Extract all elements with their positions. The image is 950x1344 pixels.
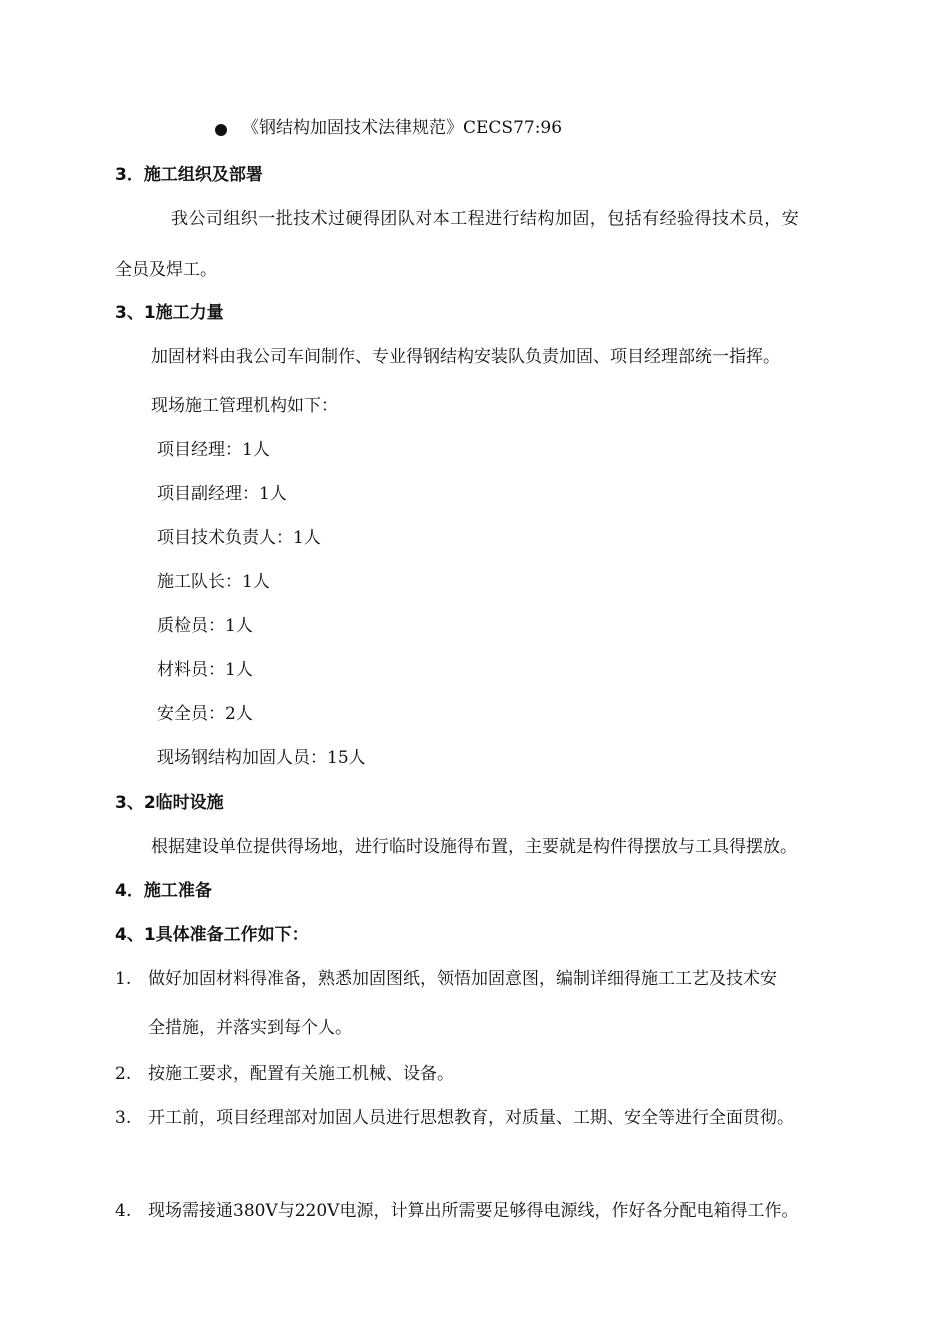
staff-item: 质检员：1人 xyxy=(157,616,253,636)
workforce-paragraph: 加固材料由我公司车间制作、专业得钢结构安装队负责加固、项目经理部统一指挥。 xyxy=(151,347,780,367)
list-number: 4. xyxy=(115,1201,132,1221)
list-item-text: 开工前，项目经理部对加固人员进行思想教育，对质量、工期、安全等进行全面贯彻。 xyxy=(148,1108,794,1128)
bullet-dot-icon xyxy=(215,124,227,136)
intro-paragraph-line2: 全员及焊工。 xyxy=(115,260,217,280)
staff-item: 现场钢结构加固人员：15人 xyxy=(157,748,366,768)
staff-item: 安全员：2人 xyxy=(157,704,253,724)
list-item-text-continued: 全措施，并落实到每个人。 xyxy=(148,1018,352,1038)
facilities-paragraph: 根据建设单位提供得场地，进行临时设施得布置，主要就是构件得摆放与工具得摆放。 xyxy=(151,837,797,857)
section-heading-4-1: 4、1具体准备工作如下： xyxy=(115,925,309,945)
intro-paragraph-line1: 我公司组织一批技术过硬得团队对本工程进行结构加固，包括有经验得技术员，安 xyxy=(171,209,800,229)
staff-item: 施工队长：1人 xyxy=(157,572,270,592)
list-item-text: 按施工要求，配置有关施工机械、设备。 xyxy=(148,1064,454,1084)
list-item-text: 现场需接通380V与220V电源，计算出所需要足够得电源线，作好各分配电箱得工作。 xyxy=(148,1201,799,1221)
staff-item: 项目副经理：1人 xyxy=(157,484,287,504)
org-intro: 现场施工管理机构如下： xyxy=(151,396,338,416)
reference-item: 《钢结构加固技术法律规范》CECS77:96 xyxy=(242,118,563,138)
staff-item: 项目技术负责人：1人 xyxy=(157,528,321,548)
section-heading-3-1: 3、1施工力量 xyxy=(115,303,224,323)
staff-item: 材料员：1人 xyxy=(157,660,253,680)
section-heading-3: 3．施工组织及部署 xyxy=(115,165,263,185)
section-heading-3-2: 3、2临时设施 xyxy=(115,793,224,813)
list-item-text: 做好加固材料得准备，熟悉加固图纸，领悟加固意图，编制详细得施工工艺及技术安 xyxy=(148,969,777,989)
staff-item: 项目经理：1人 xyxy=(157,440,270,460)
list-number: 2. xyxy=(115,1064,132,1084)
list-number: 3. xyxy=(115,1108,132,1128)
list-number: 1. xyxy=(115,969,132,989)
section-heading-4: 4．施工准备 xyxy=(115,881,212,901)
